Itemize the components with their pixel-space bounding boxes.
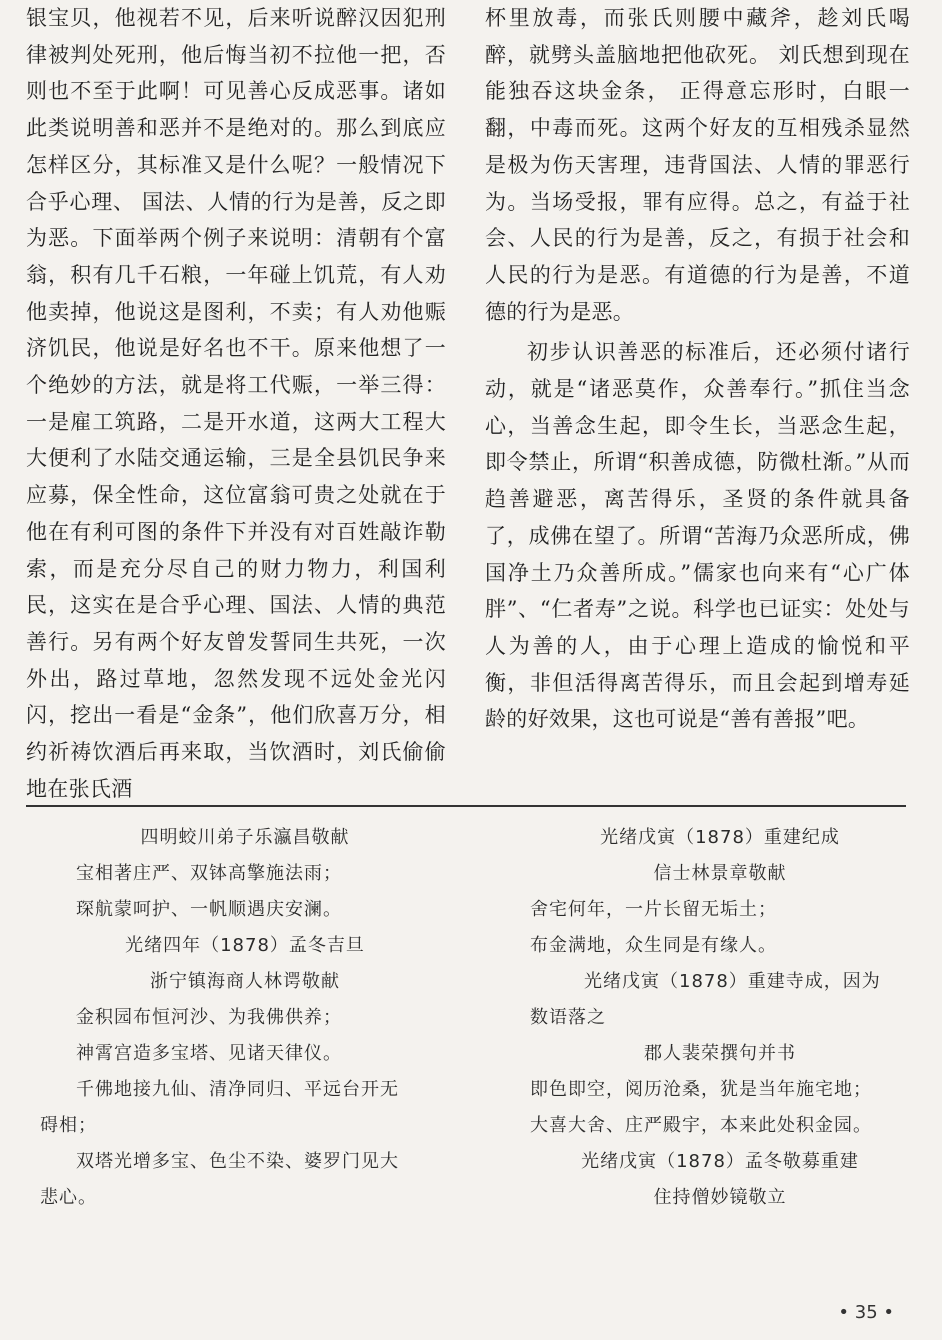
inscription-line: 即色即空，阅历沧桑，犹是当年施宅地； (530, 1079, 872, 1100)
inscription-line: 琛航蒙呵护、一帆顺遇庆安澜。 (76, 899, 342, 920)
inscription-line: 数语落之 (530, 1007, 606, 1028)
inscription-line: 布金满地，众生同是有缘人。 (530, 935, 777, 956)
inscription-line: 住持僧妙镜敬立 (653, 1187, 787, 1208)
article-paragraph: 初步认识善恶的标准后，还必须付诸行动，就是“诸恶莫作，众善奉行。”抓住当念心，当善念生起，即令生长，当恶念生起，即令禁止，所谓“积善成德，防微杜渐。”从而趋善避恶，离苦得乐，圣贤的条件就具备了，成佛在望了。所谓“苦海乃众恶所成，佛国净土乃众善所成。”儒家也向来有“心广体胖”、“仁者寿”之说。科学也已证实：处处与人为善的人，由于心理上造成的愉悦和平衡，非但活得离苦得乐，而且会起到增寿延龄的好效果，这也可说是“善有善报”吧。 (485, 340, 910, 732)
article-column-left (26, 0, 446, 807)
inscription-line: 双塔光增多宝、色尘不染、婆罗门见大 (76, 1151, 399, 1172)
inscription-line: 悲心。 (40, 1187, 97, 1208)
inscription-line: 郡人裴荣撰句并书 (644, 1043, 796, 1064)
inscriptions-column-right (530, 820, 910, 1216)
inscription-line: 千佛地接九仙、清净同归、平远台开无 (76, 1079, 399, 1100)
inscription-line: 四明蛟川弟子乐瀛昌敬献 (140, 827, 350, 848)
inscription-line: 信士林景章敬献 (653, 863, 787, 884)
inscription-line: 舍宅何年，一片长留无垢土； (530, 899, 777, 920)
article-paragraph: 杯里放毒，而张氏则腰中藏斧，趁刘氏喝醉，就劈头盖脑地把他砍死。 刘氏想到现在能独吞这块金条， 正得意忘形时，白眼一翻，中毒而死。这两个好友的互相残杀显然是极为伤天害理，违背国法、人情的罪恶行为。当场受报，罪有应得。总之，有益于社会、人民的行为是善，反之，有损于社会和人民的行为是恶。有道德的行为是善，不道德的行为是恶。 (485, 6, 910, 324)
inscription-line: 浙宁镇海商人林谔敬献 (150, 971, 340, 992)
inscription-line: 神霄宫造多宝塔、见诸天律仪。 (76, 1043, 342, 1064)
inscription-line: 光绪四年（1878）孟冬吉旦 (125, 935, 365, 956)
inscription-line: 碍相； (40, 1115, 97, 1136)
inscription-line: 大喜大舍、庄严殿宇，本来此处积金园。 (530, 1115, 872, 1136)
inscription-line: 光绪戊寅（1878）孟冬敬募重建 (581, 1151, 859, 1172)
inscription-line: 光绪戊寅（1878）重建寺成，因为 (584, 971, 881, 992)
inscriptions-section (0, 820, 942, 1260)
article-column-right (485, 0, 910, 738)
section-divider (26, 805, 906, 807)
inscription-line: 宝相著庄严、双钵高擎施法雨； (76, 863, 342, 884)
page-number: • 35 • (838, 1302, 894, 1323)
inscriptions-column-left (40, 820, 450, 1216)
inscription-line: 光绪戊寅（1878）重建纪成 (600, 827, 840, 848)
article-paragraph: 银宝贝，他视若不见，后来听说醉汉因犯刑律被判处死刑，他后悔当初不拉他一把，否则也不至于此啊！可见善心反成恶事。诸如此类说明善和恶并不是绝对的。那么到底应怎样区分，其标准又是什么呢？一般情况下合乎心理、 国法、人情的行为是善，反之即为恶。下面举两个例子来说明：清朝有个富翁，积有几千石粮，一年碰上饥荒，有人劝他卖掉，他说这是图利，不卖；有人劝他赈济饥民，他说是好名也不干。原来他想了一个绝妙的方法，就是将工代赈，一举三得：一是雇工筑路，二是开水道，这两大工程大大便利了水陆交通运输，三是全县饥民争来应募，保全性命，这位富翁可贵之处就在于他在有利可图的条件下并没有对百姓敲诈勒索，而是充分尽自己的财力物力，利国利民，这实在是合乎心理、国法、人情的典范善行。另有两个好友曾发誓同生共死，一次外出，路过草地，忽然发现不远处金光闪闪，挖出一看是“金条”，他们欣喜万分，相约祈祷饮酒后再来取，当饮酒时，刘氏偷偷地在张氏酒 (26, 6, 446, 801)
inscription-line: 金积园布恒河沙、为我佛供养； (76, 1007, 342, 1028)
